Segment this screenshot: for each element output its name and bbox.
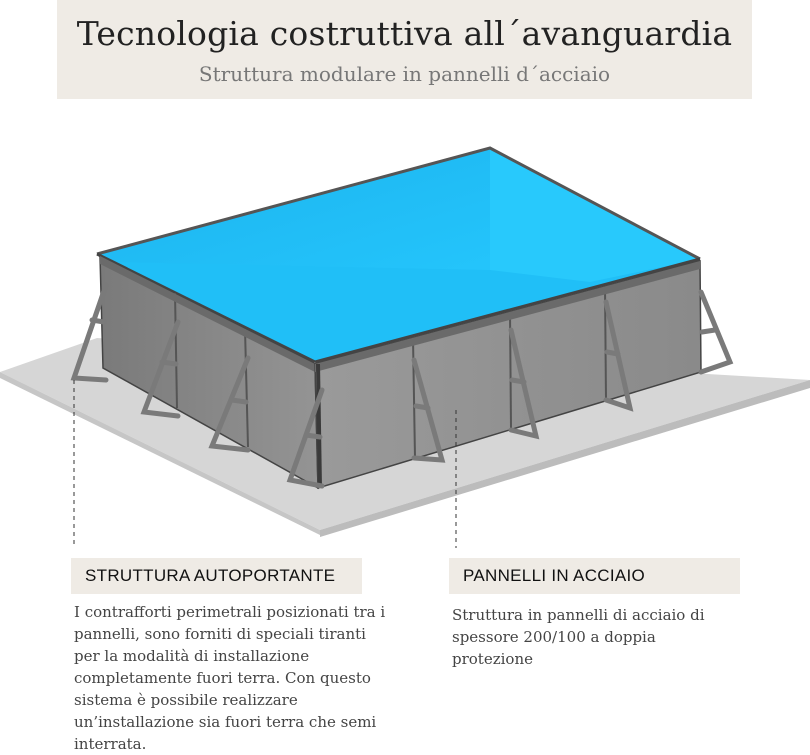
page-subtitle: Struttura modulare in pannelli d´acciaio xyxy=(198,62,611,86)
label-struttura-autoportante: STRUTTURA AUTOPORTANTE xyxy=(71,558,362,594)
page-title: Tecnologia costruttiva all´avanguardia xyxy=(76,14,733,53)
description-pannelli-in-acciaio: Struttura in pannelli di acciaio di spessore 200/100 a doppia protezione xyxy=(452,606,705,668)
label-pannelli-in-acciaio: PANNELLI IN ACCIAIO xyxy=(449,558,740,594)
description-struttura-autoportante: I contrafforti perimetrali posizionati tra i pannelli, sono forniti di speciali tiranti per la modalità di installazione completamente fuori terra. Con questo sistema è possibile realizzare un’installazione sia fuori terra che semi interrata. xyxy=(74,603,386,753)
